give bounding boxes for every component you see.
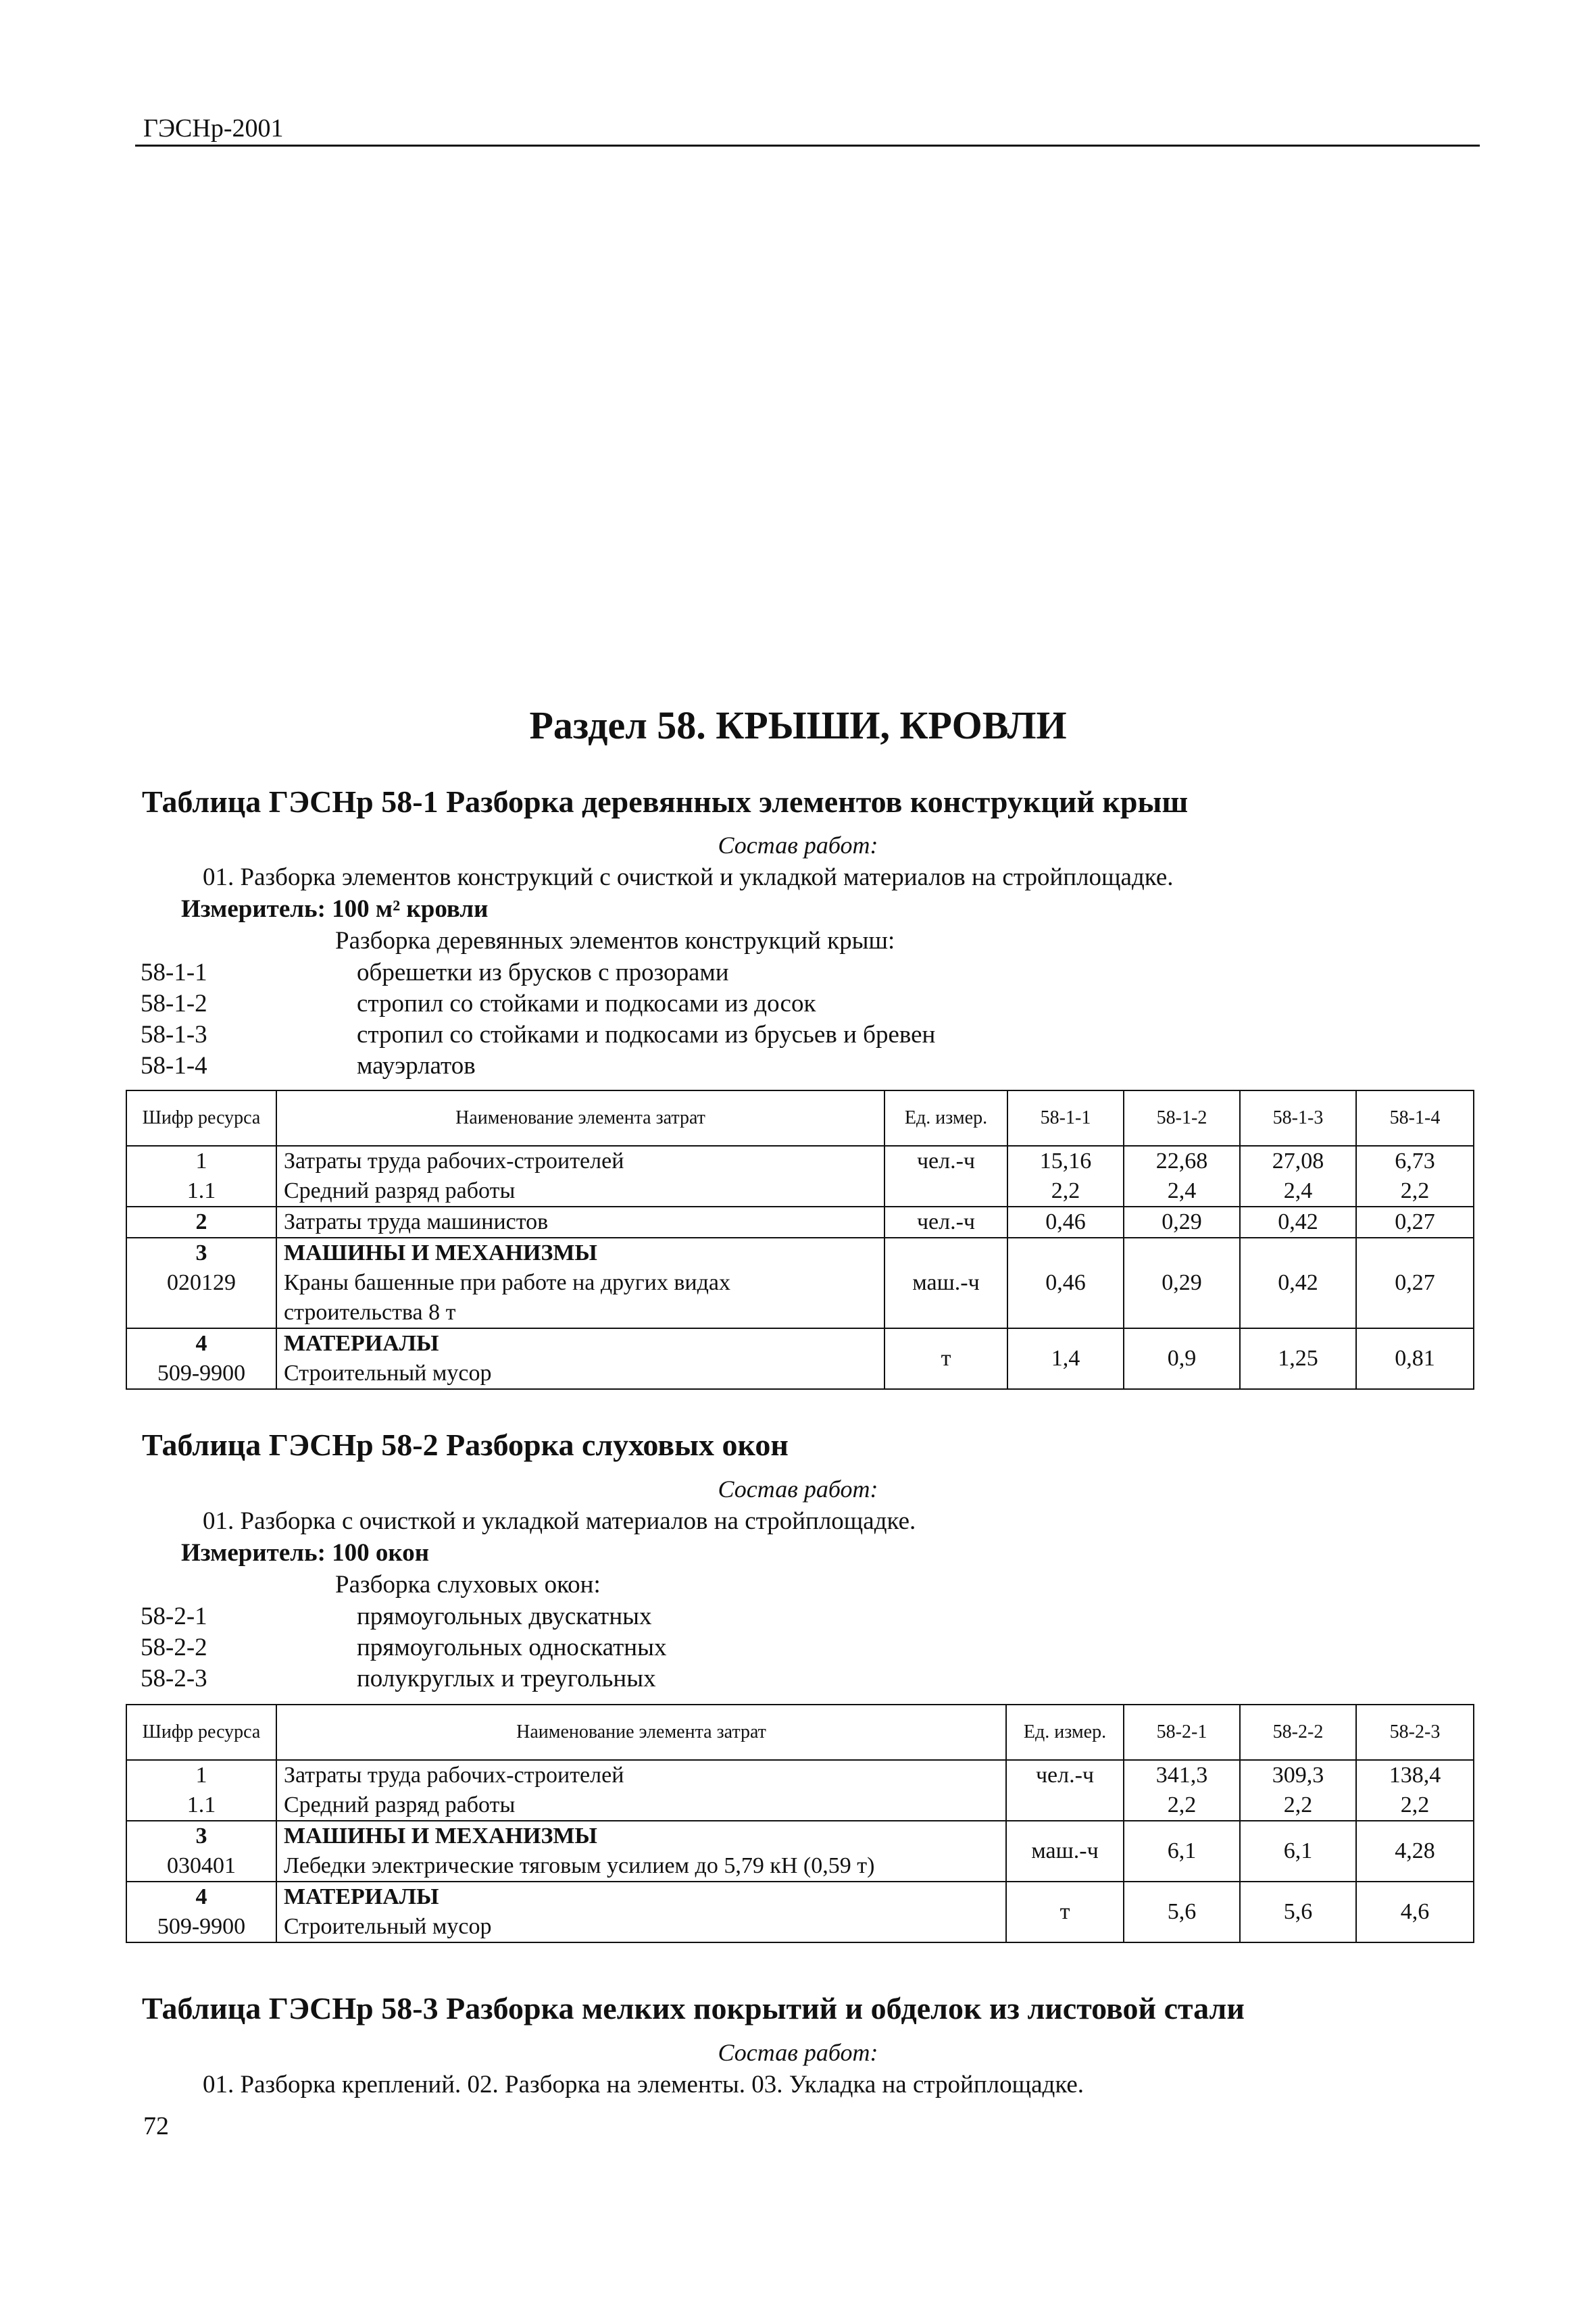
table2-cost-table <box>126 1704 1474 1943</box>
table1-item-name: обрешетки из брусков с прозорами <box>357 959 729 986</box>
value-cell: 0,46 <box>1007 1207 1124 1238</box>
table2-item-name: прямоугольных односкатных <box>357 1634 667 1661</box>
table2-item-code: 58-2-3 <box>141 1665 207 1692</box>
cost-name: Строительный мусор <box>284 1914 492 1939</box>
value-cell: 0,42 <box>1240 1238 1356 1328</box>
cost-name: Средний разряд работы <box>284 1792 516 1817</box>
resource-code: 509-9900 <box>157 1361 246 1386</box>
table2-group-caption: Разборка слуховых окон: <box>335 1571 601 1599</box>
table2-item-code: 58-2-2 <box>141 1634 207 1661</box>
value-cell: 0,29 <box>1124 1238 1240 1328</box>
table2-item-code: 58-2-1 <box>141 1603 207 1630</box>
table-row <box>126 1238 1474 1328</box>
value-cell: 2,2 <box>1400 1178 1430 1203</box>
unit-cell: чел.-ч <box>884 1207 1007 1238</box>
value-cell: 5,6 <box>1240 1882 1356 1942</box>
value-cell: 0,9 <box>1124 1328 1240 1389</box>
value-cell: 2,4 <box>1167 1178 1197 1203</box>
cost-name: Затраты труда рабочих-строителей <box>284 1763 624 1788</box>
cost-name: Затраты труда рабочих-строителей <box>284 1149 624 1174</box>
resource-code: 020129 <box>167 1270 236 1295</box>
group-heading: МАШИНЫ И МЕХАНИЗМЫ <box>284 1823 597 1848</box>
resource-code: 3 <box>195 1240 207 1265</box>
unit-cell: чел.-ч <box>884 1146 1007 1207</box>
table1-title: Таблица ГЭСНр 58-1 Разборка деревянных элементов конструкций крыш <box>142 784 1189 819</box>
unit-cell: маш.-ч <box>1006 1821 1124 1882</box>
col-header-value: 58-2-3 <box>1356 1705 1474 1760</box>
resource-code: 4 <box>195 1331 207 1356</box>
col-header-value: 58-1-3 <box>1240 1090 1356 1146</box>
table1-work-text: 01. Разборка элементов конструкций с очисткой и укладкой материалов на стройплощадке. <box>203 863 1174 891</box>
header-rule <box>135 145 1480 147</box>
value-cell: 2,2 <box>1283 1792 1313 1817</box>
resource-code: 1 <box>195 1149 207 1174</box>
value-cell: 1,4 <box>1007 1328 1124 1389</box>
value-cell: 1,25 <box>1240 1328 1356 1389</box>
col-header-unit: Ед. измер. <box>884 1090 1007 1146</box>
section-title: Раздел 58. КРЫШИ, КРОВЛИ <box>529 703 1067 747</box>
table2-meter: Измеритель: 100 окон <box>181 1539 430 1567</box>
value-cell: 0,46 <box>1007 1238 1124 1328</box>
col-header-value: 58-1-2 <box>1124 1090 1240 1146</box>
table3-title: Таблица ГЭСНр 58-3 Разборка мелких покрытий и обделок из листовой стали <box>142 1991 1245 2026</box>
table2-item-name: полукруглых и треугольных <box>357 1665 656 1692</box>
resource-code: 1 <box>195 1763 207 1788</box>
cost-name: Средний разряд работы <box>284 1178 516 1203</box>
table-row <box>126 1760 1474 1821</box>
col-header-value: 58-1-4 <box>1356 1090 1474 1146</box>
table-row <box>126 1207 1474 1238</box>
value-cell: 2,2 <box>1051 1178 1080 1203</box>
cost-name: Строительный мусор <box>284 1361 492 1386</box>
value-cell: 5,6 <box>1124 1882 1240 1942</box>
table1-item-code: 58-1-1 <box>141 959 207 986</box>
value-cell: 0,81 <box>1356 1328 1474 1389</box>
table-row <box>126 1328 1474 1389</box>
table2-work-heading: Состав работ: <box>718 1476 878 1503</box>
resource-code: 3 <box>195 1823 207 1848</box>
resource-code: 030401 <box>167 1853 236 1878</box>
value-cell: 15,16 <box>1039 1149 1092 1174</box>
unit-cell: т <box>1006 1882 1124 1942</box>
value-cell: 0,42 <box>1240 1207 1356 1238</box>
cost-name: Краны башенные при работе на других видах <box>284 1270 730 1295</box>
value-cell: 309,3 <box>1272 1763 1324 1788</box>
value-cell: 341,3 <box>1155 1763 1208 1788</box>
value-cell: 22,68 <box>1155 1149 1208 1174</box>
group-heading: МАШИНЫ И МЕХАНИЗМЫ <box>284 1240 597 1265</box>
value-cell: 2,2 <box>1167 1792 1197 1817</box>
table1-item-code: 58-1-3 <box>141 1021 207 1049</box>
value-cell: 4,28 <box>1356 1821 1474 1882</box>
value-cell: 0,29 <box>1124 1207 1240 1238</box>
table3-work-text: 01. Разборка креплений. 02. Разборка на элементы. 03. Укладка на стройплощадке. <box>203 2071 1084 2098</box>
table1-group-caption: Разборка деревянных элементов конструкций крыш: <box>335 927 895 955</box>
cost-name: Затраты труда машинистов <box>276 1207 884 1238</box>
resource-code: 1.1 <box>186 1792 216 1817</box>
unit-cell: чел.-ч <box>1006 1760 1124 1821</box>
table-row <box>126 1821 1474 1882</box>
value-cell: 0,27 <box>1356 1238 1474 1328</box>
col-header-value: 58-2-2 <box>1240 1705 1356 1760</box>
table1-item-code: 58-1-4 <box>141 1052 207 1080</box>
value-cell: 2,4 <box>1283 1178 1313 1203</box>
table1-item-code: 58-1-2 <box>141 990 207 1017</box>
table2-item-name: прямоугольных двускатных <box>357 1603 652 1630</box>
table2-title: Таблица ГЭСНр 58-2 Разборка слуховых окон <box>142 1428 789 1462</box>
value-cell: 138,4 <box>1389 1763 1441 1788</box>
table1-item-name: стропил со стойками и подкосами из досок <box>357 990 816 1017</box>
value-cell: 6,1 <box>1124 1821 1240 1882</box>
resource-code: 1.1 <box>186 1178 216 1203</box>
table1-work-heading: Состав работ: <box>718 832 878 859</box>
unit-cell: маш.-ч <box>884 1238 1007 1328</box>
col-header-code: Шифр ресурса <box>126 1705 276 1760</box>
col-header-value: 58-1-1 <box>1007 1090 1124 1146</box>
value-cell: 6,73 <box>1395 1149 1435 1174</box>
table-header-row <box>126 1090 1474 1146</box>
col-header-unit: Ед. измер. <box>1006 1705 1124 1760</box>
group-heading: МАТЕРИАЛЫ <box>284 1884 439 1909</box>
value-cell: 27,08 <box>1272 1149 1324 1174</box>
table3-work-heading: Состав работ: <box>718 2039 878 2066</box>
resource-code: 2 <box>126 1207 276 1238</box>
value-cell: 6,1 <box>1240 1821 1356 1882</box>
value-cell: 4,6 <box>1356 1882 1474 1942</box>
table1-cost-table <box>126 1090 1474 1390</box>
col-header-code: Шифр ресурса <box>126 1090 276 1146</box>
cost-name: Лебедки электрические тяговым усилием до 5,79 кН (0,59 т) <box>284 1853 875 1878</box>
resource-code: 4 <box>195 1884 207 1909</box>
table-row <box>126 1146 1474 1207</box>
col-header-value: 58-2-1 <box>1124 1705 1240 1760</box>
group-heading: МАТЕРИАЛЫ <box>284 1331 439 1356</box>
table-header-row <box>126 1705 1474 1760</box>
table1-item-name: стропил со стойками и подкосами из брусьев и бревен <box>357 1021 936 1049</box>
value-cell: 0,27 <box>1356 1207 1474 1238</box>
unit-cell: т <box>884 1328 1007 1389</box>
running-header: ГЭСНр-2001 <box>143 114 284 143</box>
page-number: 72 <box>143 2112 169 2140</box>
resource-code: 509-9900 <box>157 1914 246 1939</box>
col-header-name: Наименование элемента затрат <box>276 1705 1006 1760</box>
cost-name: строительства 8 т <box>284 1300 456 1325</box>
table1-meter: Измеритель: 100 м² кровли <box>181 895 489 923</box>
value-cell: 2,2 <box>1400 1792 1430 1817</box>
col-header-name: Наименование элемента затрат <box>276 1090 884 1146</box>
table1-item-name: мауэрлатов <box>357 1052 476 1080</box>
table2-work-text: 01. Разборка с очисткой и укладкой материалов на стройплощадке. <box>203 1507 916 1535</box>
table-row <box>126 1882 1474 1942</box>
